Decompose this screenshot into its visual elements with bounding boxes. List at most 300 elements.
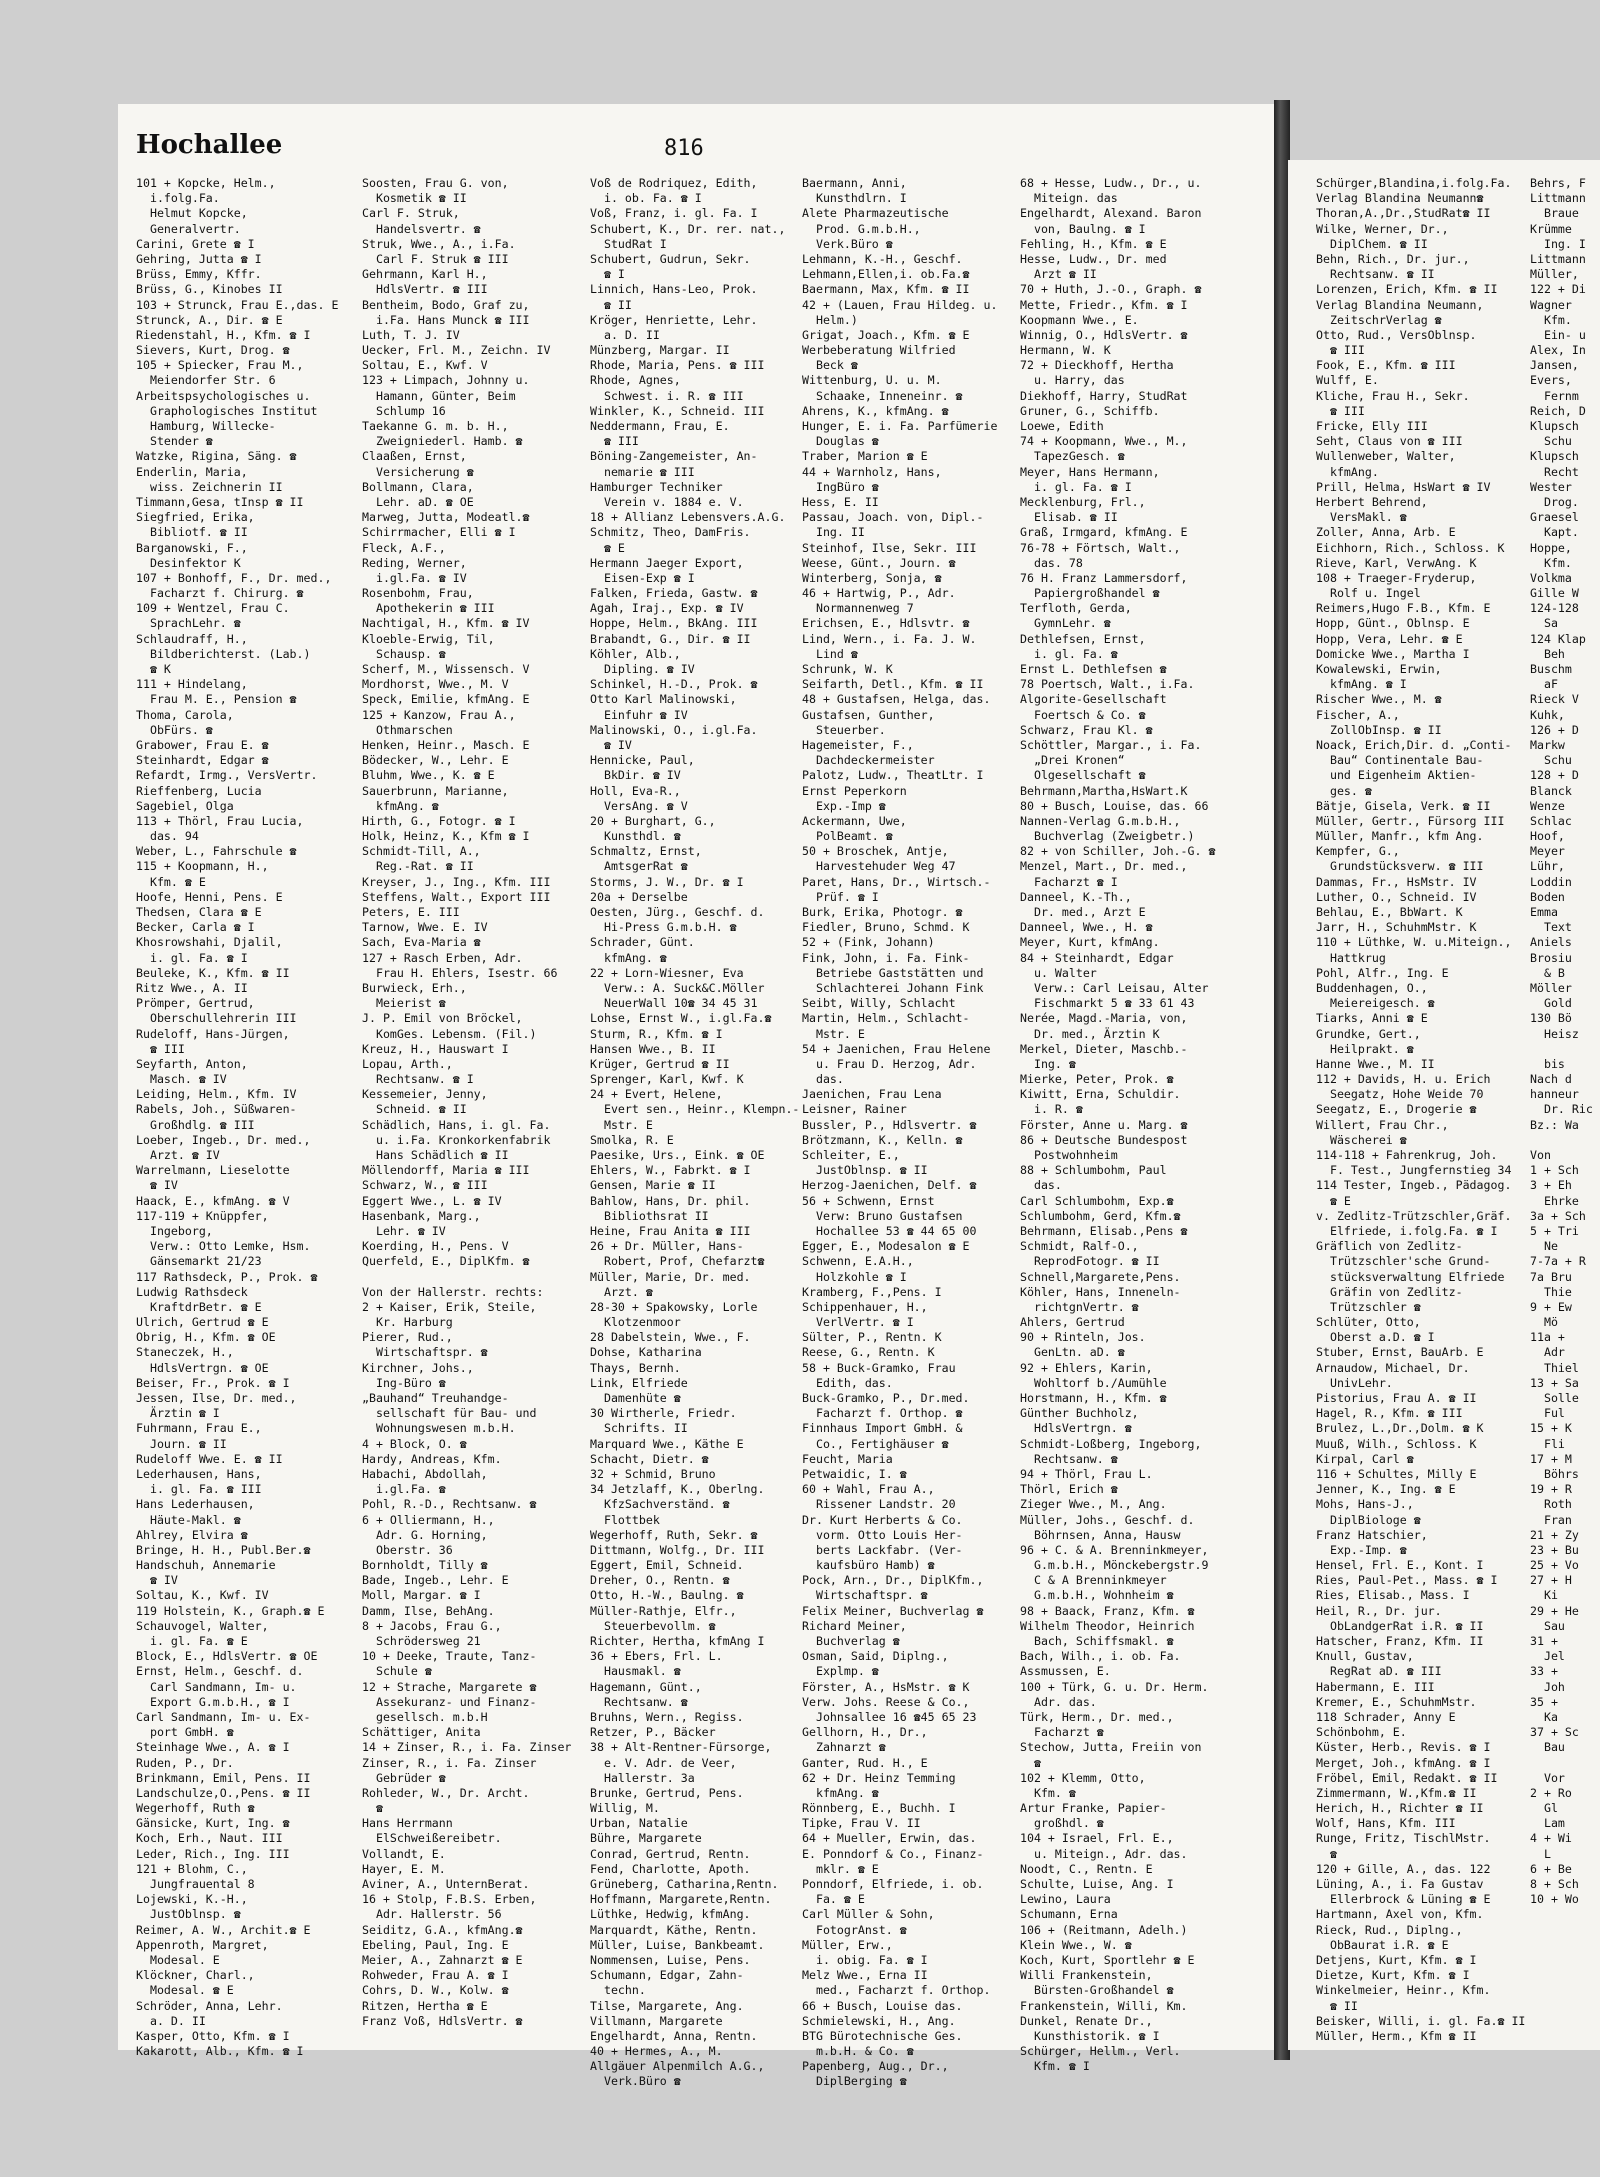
directory-line: Baermann, Max, Kfm. ☎ II (802, 282, 970, 297)
directory-line: E. Ponndorf & Co., Finanz- (802, 1846, 984, 1861)
directory-line: Urban, Natalie (590, 1816, 688, 1831)
directory-line: 126 + D (1530, 722, 1579, 737)
directory-line: Müller-Rathje, Elfr., (590, 1603, 737, 1618)
directory-line: Ka (1530, 1709, 1558, 1724)
directory-line: Verw: Bruno Gustafsen (802, 1208, 963, 1223)
directory-line: Exp.-Imp ☎ (802, 798, 886, 813)
directory-line: Bühre, Margarete (590, 1831, 702, 1846)
directory-line: Schmidt-Till, A., (362, 844, 481, 859)
directory-line: Wittenburg, U. u. M. (802, 373, 942, 388)
directory-line: Verw. Johs. Reese & Co., (802, 1694, 970, 1709)
directory-line: 114 Tester, Ingeb., Pädagog. (1316, 1178, 1512, 1193)
directory-line: 50 + Broschek, Antje, (802, 844, 949, 859)
directory-line: Hayer, E. M. (362, 1861, 446, 1876)
directory-line: Müller, (1530, 267, 1579, 282)
directory-line: 42 + (Lauen, Frau Hildeg. u. (802, 297, 998, 312)
directory-line: port GmbH. ☎ (136, 1725, 234, 1740)
directory-line: Papenberg, Aug., Dr., (802, 2059, 949, 2074)
directory-line: Kreuz, H., Hauswart I (362, 1041, 509, 1056)
directory-line: 56 + Schwenn, Ernst (802, 1193, 935, 1208)
directory-line: Hasenbank, Marg., (362, 1208, 481, 1223)
directory-line: Boden (1530, 889, 1565, 904)
directory-line: Hamburg, Willecke- (136, 419, 276, 433)
directory-line: Kosmetik ☎ II (362, 191, 467, 206)
directory-line: m.b.H. & Co. ☎ (802, 2044, 914, 2059)
directory-line: Klupsch (1530, 449, 1579, 464)
directory-line: Egger, E., Modesalon ☎ E (802, 1239, 970, 1254)
directory-line: Fran (1530, 1512, 1572, 1527)
directory-line: Grabower, Frau E. ☎ (136, 737, 269, 752)
directory-line: Loewe, Edith (1020, 419, 1104, 433)
directory-line: Jungfrauental 8 (136, 1877, 255, 1891)
directory-line: sellschaft für Bau- und (362, 1406, 537, 1421)
directory-line: Carl F. Struk, (362, 206, 460, 221)
directory-line: Heine, Frau Anita ☎ III (590, 1223, 751, 1238)
directory-line: 82 + von Schiller, Joh.-G. ☎ (1020, 844, 1216, 859)
directory-line: Behn, Rich., Dr. jur., (1316, 251, 1470, 266)
directory-line: Beuleke, K., Kfm. ☎ II (136, 965, 290, 980)
directory-line: Münzberg, Margar. II (590, 343, 730, 358)
directory-line: 10 + Deeke, Traute, Tanz- (362, 1649, 537, 1664)
directory-line: Gold (1530, 996, 1572, 1011)
directory-line: 32 + Schmid, Bruno (590, 1466, 716, 1481)
directory-line: i.gl.Fa. ☎ (362, 1482, 446, 1497)
directory-line: Haack, E., kfmAng. ☎ V (136, 1193, 290, 1208)
directory-column-6 (1316, 176, 1526, 2043)
directory-line: ☎ K (136, 662, 171, 676)
directory-line: Damenhüte ☎ (590, 1391, 681, 1405)
directory-line: Tilse, Margarete, Ang. (590, 1998, 744, 2013)
directory-line: Hanne Wwe., M. II (1316, 1056, 1435, 1071)
directory-line: Fröbel, Emil, Redakt. ☎ II (1316, 1770, 1498, 1785)
directory-line: Bau (1530, 1740, 1565, 1755)
directory-line: Blanck (1530, 783, 1572, 798)
directory-line: Soltau, K., Kwf. IV (136, 1588, 269, 1603)
directory-line: 8 + Jacobs, Frau G., (362, 1618, 502, 1633)
directory-line: 40 + Hermes, A., M. (590, 2044, 723, 2059)
directory-line: Meyer (1530, 844, 1565, 859)
directory-line: aF (1530, 677, 1558, 692)
directory-line: J. P. Emil von Bröckel, (362, 1011, 523, 1026)
directory-line: Rabels, Joh., Süßwaren- (136, 1102, 297, 1117)
directory-column-7 (1530, 176, 1600, 2026)
page-number: 816 (664, 136, 704, 161)
directory-line: Adr. Hallerstr. 56 (362, 1907, 502, 1922)
directory-line: 115 + Koopmann, H., (136, 859, 269, 874)
directory-line: Stechow, Jutta, Freiin von (1020, 1740, 1202, 1755)
directory-line: Hesse, Ludw., Dr. med (1020, 251, 1167, 266)
directory-line: Schneid. ☎ II (362, 1102, 467, 1117)
directory-line: 26 + Dr. Müller, Hans- (590, 1239, 744, 1254)
directory-line: 80 + Busch, Louise, das. 66 (1020, 798, 1209, 813)
directory-line: Ahlrey, Elvira ☎ (136, 1527, 248, 1542)
directory-line: Bz.: Wa (1530, 1117, 1579, 1132)
directory-line (1530, 1042, 1600, 1057)
directory-line: Fa. ☎ E (802, 1892, 865, 1907)
directory-line: 116 + Schultes, Milly E (1316, 1466, 1477, 1481)
directory-line: ges. ☎ (1316, 783, 1372, 798)
directory-line: Schnell,Margarete,Pens. (1020, 1269, 1181, 1284)
directory-column-3 (590, 176, 800, 2089)
directory-line: Kloeble-Erwig, Til, (362, 631, 495, 646)
directory-line: Eisen-Exp ☎ I (590, 570, 695, 585)
directory-line: Ful (1530, 1406, 1565, 1421)
directory-line: Ärztin ☎ I (136, 1406, 220, 1421)
directory-line: HdlsVertrgn. ☎ OE (136, 1360, 269, 1375)
directory-line: Helmut Kopcke, (136, 206, 248, 221)
directory-line: Gustafsen, Gunther, (802, 707, 935, 722)
directory-line: & B (1530, 965, 1565, 980)
directory-line: ☎ III (1316, 343, 1365, 358)
directory-line: G.m.b.H., Mönckebergstr.9 (1020, 1558, 1209, 1573)
directory-line: Dohse, Katharina (590, 1345, 702, 1360)
directory-line: Hermann, W. K (1020, 343, 1111, 358)
directory-line: Brötzmann, K., Kelln. ☎ (802, 1132, 963, 1147)
directory-line: 54 + Jaenichen, Frau Helene (802, 1041, 991, 1056)
directory-line: Diekhoff, Harry, StudRat (1020, 388, 1188, 403)
directory-line: Vollandt, E. (362, 1846, 446, 1861)
directory-line: Klein Wwe., W. ☎ (1020, 1937, 1132, 1952)
directory-line: JustOblnsp. ☎ II (802, 1163, 928, 1178)
directory-column-4 (802, 176, 1012, 2089)
directory-line: Wullenweber, Walter, (1316, 449, 1456, 464)
directory-line: L (1530, 1846, 1551, 1861)
directory-line: Behrmann,Martha,HsWart.K (1020, 783, 1188, 798)
directory-line: 21 + Zy (1530, 1527, 1579, 1542)
directory-line: 124-128 (1530, 601, 1579, 616)
directory-line: Prod. G.m.b.H., (802, 221, 921, 236)
directory-line: Fook, E., Kfm. ☎ III (1316, 358, 1456, 373)
directory-line: Damm, Ilse, BehAng. (362, 1603, 495, 1618)
directory-line: Domicke Wwe., Martha I (1316, 646, 1470, 661)
directory-line: Schröder, Anna, Lehr. (136, 1998, 283, 2013)
directory-line: F. Test., Jungfernstieg 34 (1316, 1163, 1512, 1178)
directory-line: Ellerbrock & Lüning ☎ E (1316, 1892, 1491, 1907)
directory-line: Wenze (1530, 798, 1565, 813)
directory-line: Buddenhagen, O., (1316, 980, 1428, 995)
directory-line: G.m.b.H., Wohnheim ☎ (1020, 1588, 1174, 1603)
directory-line: Steinhof, Ilse, Sekr. III (802, 540, 977, 555)
directory-line: Gräfin von Zedlitz- (1316, 1284, 1463, 1299)
directory-line: Hopp, Vera, Lehr. ☎ E (1316, 631, 1463, 646)
directory-line: Neddermann, Frau, E. (590, 419, 730, 433)
directory-line: u. Frau D. Herzog, Adr. (802, 1056, 977, 1071)
directory-line: Refardt, Irmg., VersVertr. (136, 768, 318, 783)
directory-line: Franz Hatschier, (1316, 1527, 1428, 1542)
directory-line: Verw.: Carl Leisau, Alter (1020, 980, 1209, 995)
directory-line: Schrunk, W. K (802, 662, 893, 676)
directory-line: Heisz (1530, 1026, 1579, 1041)
directory-line: 76-78 + Förtsch, Walt., (1020, 540, 1181, 555)
directory-line: Hoppe, (1530, 540, 1572, 555)
directory-line: IngBüro ☎ (802, 479, 879, 494)
directory-line: Dammas, Fr., HsMstr. IV (1316, 874, 1477, 889)
directory-line: Rischer Wwe., M. ☎ (1316, 692, 1442, 707)
directory-line: 8 + Sch (1530, 1877, 1579, 1891)
directory-line: 104 + Israel, Frl. E., (1020, 1831, 1174, 1846)
directory-line: Mette, Friedr., Kfm. ☎ I (1020, 297, 1188, 312)
directory-line: Aviner, A., UnternBerat. (362, 1877, 530, 1891)
directory-line: Arnaudow, Michael, Dr. (1316, 1360, 1470, 1375)
directory-line: Holl, Eva-R., (590, 783, 681, 798)
directory-line: Baermann, Anni, (802, 176, 907, 190)
directory-line: Kirchner, Johs., (362, 1360, 474, 1375)
directory-line: Zweigniederl. Hamb. ☎ (362, 434, 523, 449)
directory-line: Arzt. ☎ IV (136, 1148, 220, 1162)
directory-line: 48 + Gustafsen, Helga, das. (802, 692, 991, 707)
directory-line: Lind ☎ (802, 646, 858, 661)
directory-line: Rudeloff Wwe. E. ☎ II (136, 1451, 283, 1466)
directory-line: Loeber, Ingeb., Dr. med., (136, 1132, 311, 1147)
directory-line: Zieger Wwe., M., Ang. (1020, 1497, 1167, 1512)
directory-line: Watzke, Rigina, Säng. ☎ (136, 449, 297, 464)
directory-line: Brunke, Gertrud, Pens. (590, 1785, 744, 1800)
directory-line: 28 Dabelstein, Wwe., F. (590, 1330, 751, 1345)
directory-line: Sa (1530, 616, 1558, 631)
directory-line: Ein- u (1530, 327, 1586, 342)
directory-line: Ries, Elisab., Mass. I (1316, 1588, 1470, 1603)
directory-line: Runge, Fritz, TischlMstr. (1316, 1831, 1491, 1846)
directory-line: Kunsthdl. ☎ (590, 829, 681, 844)
directory-line: Verlag Blandina Neumann, (1316, 297, 1484, 312)
directory-line: Habermann, E. III (1316, 1679, 1435, 1694)
directory-line: Bödecker, W., Lehr. E (362, 753, 509, 768)
directory-line: Ritz Wwe., A. II (136, 980, 248, 995)
directory-line: Reese, G., Rentn. K (802, 1345, 935, 1360)
directory-line: Klotzenmoor (590, 1315, 681, 1330)
directory-line: Wolf, Hans, Kfm. III (1316, 1816, 1456, 1831)
directory-line: Fleck, A.F., (362, 540, 446, 555)
directory-line: Lehr. ☎ IV (362, 1223, 446, 1238)
directory-line: Reding, Werner, (362, 555, 467, 570)
directory-line: Landschulze,O.,Pens. ☎ II (136, 1785, 311, 1800)
directory-line: ReprodFotogr. ☎ II (1020, 1254, 1160, 1269)
directory-line: Eichhorn, Rich., Schloss. K (1316, 540, 1505, 555)
directory-line: Wohltorf b./Aumühle (1020, 1375, 1167, 1390)
directory-line: 70 + Huth, J.-O., Graph. ☎ (1020, 282, 1202, 297)
directory-line: 72 + Dieckhoff, Hertha (1020, 358, 1174, 373)
directory-line: Gellhorn, H., Dr., (802, 1725, 928, 1740)
directory-line: 38 + Alt-Rentner-Fürsorge, (590, 1740, 772, 1755)
directory-line: Wulff, E. (1316, 373, 1379, 388)
directory-line: Hochallee 53 ☎ 44 65 00 (802, 1223, 977, 1238)
directory-line: Meiereigesch. ☎ (1316, 996, 1435, 1011)
directory-line: ☎ II (590, 297, 632, 312)
directory-line: Hamann, Günter, Beim (362, 388, 516, 403)
directory-line: Zahnarzt ☎ (802, 1740, 886, 1755)
directory-line: Thoran,A.,Dr.,StudRat☎ II (1316, 206, 1491, 221)
directory-line: Uecker, Frl. M., Zeichn. IV (362, 343, 551, 358)
directory-line: Seegatz, Hohe Weide 70 (1316, 1087, 1484, 1102)
directory-line: Lopau, Arth., (362, 1056, 453, 1071)
directory-line: Paesike, Urs., Eink. ☎ OE (590, 1148, 765, 1162)
directory-column-2 (362, 176, 576, 2026)
directory-line: VerlVertr. ☎ I (802, 1315, 914, 1330)
directory-line: Ludwig Rathsdeck (136, 1284, 248, 1299)
directory-line: Sprenger, Karl, Kwf. K (590, 1072, 744, 1087)
directory-line: Mstr. E (802, 1026, 865, 1041)
directory-line: Mecklenburg, Frl., (1020, 494, 1146, 509)
directory-line: Arzt. ☎ (590, 1284, 653, 1299)
directory-line: Rechtsanw. ☎ (1020, 1451, 1118, 1466)
directory-line: GymnLehr. ☎ (1020, 616, 1111, 631)
directory-line: ☎ IV (136, 1178, 178, 1193)
directory-line: i. obig. Fa. ☎ I (802, 1952, 928, 1967)
directory-line: Eggert Wwe., L. ☎ IV (362, 1193, 502, 1208)
directory-line: Schumann, Edgar, Zahn- (590, 1968, 744, 1983)
directory-line: Schlüter, Otto, (1316, 1315, 1421, 1330)
directory-line: Rechtsanw. ☎ I (362, 1072, 474, 1087)
directory-line: 122 + Di (1530, 282, 1586, 297)
directory-line: Müller, Johs., Geschf. d. (1020, 1512, 1195, 1527)
directory-line: Zoller, Anna, Arb. E (1316, 525, 1456, 540)
directory-line: DiplBerging ☎ (802, 2074, 907, 2089)
directory-line: ObLandgerRat i.R. ☎ II (1316, 1618, 1484, 1633)
directory-line: Winkler, K., Schneid. III (590, 403, 765, 418)
directory-line: Behlau, E., BbWart. K (1316, 905, 1463, 919)
directory-line: Muuß, Wilh., Schloss. K (1316, 1436, 1477, 1451)
directory-line: Petwaidic, I. ☎ (802, 1466, 907, 1481)
directory-line: Facharzt ☎ I (1020, 874, 1118, 889)
directory-line: Pock, Arn., Dr., DiplKfm., (802, 1573, 984, 1588)
directory-line: Wirtschaftspr. ☎ (802, 1588, 928, 1603)
directory-line: Thedsen, Clara ☎ E (136, 905, 262, 919)
directory-line: Co., Fertighäuser ☎ (802, 1436, 949, 1451)
directory-line: Verein v. 1884 e. V. (590, 494, 744, 509)
directory-line: Bringe, H. H., Publ.Ber.☎ (136, 1542, 311, 1557)
directory-line: Buschm (1530, 662, 1572, 676)
directory-line: 86 + Deutsche Bundespost (1020, 1132, 1188, 1147)
directory-line: ☎ III (1316, 403, 1365, 418)
directory-line: Kakarott, Alb., Kfm. ☎ I (136, 2044, 304, 2059)
directory-line: wiss. Zeichnerin II (136, 479, 283, 494)
directory-line: Schmaltz, Ernst, (590, 844, 702, 859)
directory-line: Wegerhoff, Ruth, Sekr. ☎ (590, 1527, 758, 1542)
directory-line: Carl Schlumbohm, Exp.☎ (1020, 1193, 1174, 1208)
directory-line: Fink, John, i. Fa. Fink- (802, 950, 970, 965)
directory-column-1 (136, 176, 348, 2059)
directory-line: Gl (1530, 1801, 1558, 1816)
directory-line: 16 + Stolp, F.B.S. Erben, (362, 1892, 537, 1907)
directory-line: 119 Holstein, K., Graph.☎ E (136, 1603, 325, 1618)
directory-line: hanneur (1530, 1087, 1579, 1102)
directory-line: 96 + C. & A. Brenninkmeyer, (1020, 1542, 1209, 1557)
directory-line: kfmAng. ☎ (802, 1785, 879, 1800)
directory-line: Müller, Erw., (802, 1937, 893, 1952)
directory-line: Merkel, Dieter, Maschb.- (1020, 1041, 1188, 1056)
directory-line: Rechtsanw. ☎ (590, 1694, 688, 1709)
directory-line: 19 + R (1530, 1482, 1572, 1497)
directory-line: v. Zedlitz-Trützschler,Gräf. (1316, 1208, 1512, 1223)
directory-line: Modesal. ☎ E (136, 1983, 234, 1998)
directory-line: Schlumbohm, Gerd, Kfm.☎ (1020, 1208, 1181, 1223)
directory-line: Lüthke, Hedwig, kfmAng. (590, 1907, 751, 1922)
directory-line: Buck-Gramko, P., Dr.med. (802, 1391, 970, 1405)
directory-line: Müller, Marie, Dr. med. (590, 1269, 751, 1284)
directory-line: Leisner, Rainer (802, 1102, 907, 1117)
directory-line: Richter, Hertha, kfmAng I (590, 1634, 765, 1648)
directory-line: Alex, In (1530, 343, 1586, 358)
directory-line: Tipke, Frau V. II (802, 1816, 921, 1831)
directory-line: 44 + Warnholz, Hans, (802, 464, 942, 479)
directory-line: Hopp, Günt., Oblnsp. E (1316, 616, 1470, 631)
directory-line: Taekanne G. m. b. H., (362, 419, 509, 433)
directory-line: Schättiger, Anita (362, 1725, 481, 1740)
directory-line: Ernst, Helm., Geschf. d. (136, 1664, 304, 1679)
directory-line: Marquardt, Käthe, Rentn. (590, 1922, 758, 1937)
directory-line: Graesel (1530, 510, 1579, 525)
directory-line: Graphologisches Institut (136, 403, 318, 418)
directory-line (1530, 1756, 1600, 1771)
directory-line: Danneel, Wwe., H. ☎ (1020, 920, 1153, 935)
directory-line: Sauerbrunn, Marianne, (362, 783, 509, 798)
directory-line: Algorite-Gesellschaft (1020, 692, 1167, 707)
directory-line: Prüf. ☎ I (802, 889, 879, 904)
directory-line: Adr. das. (1020, 1694, 1097, 1709)
directory-line: Agah, Iraj., Exp. ☎ IV (590, 601, 744, 616)
directory-line: Claaßen, Ernst, (362, 449, 467, 464)
directory-line: Kunsthistorik. ☎ I (1020, 2028, 1160, 2043)
directory-line (1530, 1133, 1600, 1148)
directory-line: Smolka, R. E (590, 1132, 674, 1147)
directory-line: Winkelmeier, Heinr., Kfm. (1316, 1983, 1491, 1998)
directory-line: Dr. Kurt Herberts & Co. (802, 1512, 963, 1527)
directory-line: Rhode, Maria, Pens. ☎ III (590, 358, 765, 373)
directory-line: Pohl, R.-D., Rechtsanw. ☎ (362, 1497, 537, 1512)
directory-line: 58 + Buck-Gramko, Frau (802, 1360, 956, 1375)
directory-line: Richard Meiner, (802, 1618, 907, 1633)
directory-line: Lohse, Ernst W., i.gl.Fa.☎ (590, 1011, 772, 1026)
directory-line: Schädlich, Hans, i. gl. Fa. (362, 1117, 551, 1132)
directory-line: Explmp. ☎ (802, 1664, 879, 1679)
directory-line: 20 + Burghart, G., (590, 813, 716, 828)
directory-line: Ing-Büro ☎ (362, 1375, 446, 1390)
directory-line: Kfm. (1530, 312, 1572, 327)
directory-line: Hi-Press G.m.b.H. ☎ (590, 920, 737, 935)
directory-line: Noack, Erich,Dir. d. „Conti- (1316, 737, 1512, 752)
directory-line: 105 + Spiecker, Frau M., (136, 358, 304, 373)
directory-line: Traber, Marion ☎ E (802, 449, 928, 464)
directory-line: Weese, Günt., Journ. ☎ (802, 555, 956, 570)
directory-line: Otto, H.-W., Baulng. ☎ (590, 1588, 744, 1603)
directory-line: Hoppe, Helm., BkAng. III (590, 616, 758, 631)
directory-line: Rohweder, Frau A. ☎ I (362, 1968, 509, 1983)
directory-line: Lam (1530, 1816, 1565, 1831)
directory-line: Kiwitt, Erna, Schuldir. (1020, 1087, 1181, 1102)
directory-line: Schlump 16 (362, 403, 446, 418)
directory-line: Holk, Heinz, K., Kfm ☎ I (362, 829, 530, 844)
directory-line: Carl Sandmann, Im- u. (136, 1679, 297, 1694)
directory-line: Köhler, Hans, Inneneln- (1020, 1284, 1181, 1299)
directory-line: von, Baulng. ☎ I (1020, 221, 1146, 236)
directory-line: Carl Müller & Sohn, (802, 1907, 935, 1922)
directory-line: Henken, Heinr., Masch. E (362, 737, 530, 752)
directory-line: Schrader, Günt. (590, 935, 695, 950)
directory-line: Willert, Frau Chr., (1316, 1117, 1449, 1132)
directory-line: kfmAng. (1316, 464, 1379, 479)
directory-line: ElSchweißereibetr. (362, 1831, 502, 1846)
directory-line: Engelhardt, Anna, Rentn. (590, 2028, 758, 2043)
directory-line: KfzSachverständ. ☎ (590, 1497, 730, 1512)
directory-line: SprachLehr. ☎ (136, 616, 241, 631)
directory-line: Masch. ☎ IV (136, 1072, 227, 1087)
directory-line: Artur Franke, Papier- (1020, 1801, 1167, 1816)
directory-line: Fischmarkt 5 ☎ 33 61 43 (1020, 996, 1195, 1011)
directory-line: Meier, A., Zahnarzt ☎ E (362, 1952, 523, 1967)
directory-line: Hausmakl. ☎ (590, 1664, 681, 1679)
directory-line: Bildberichterst. (Lab.) (136, 646, 311, 661)
directory-line: stücksverwaltung Elfriede (1316, 1269, 1505, 1284)
